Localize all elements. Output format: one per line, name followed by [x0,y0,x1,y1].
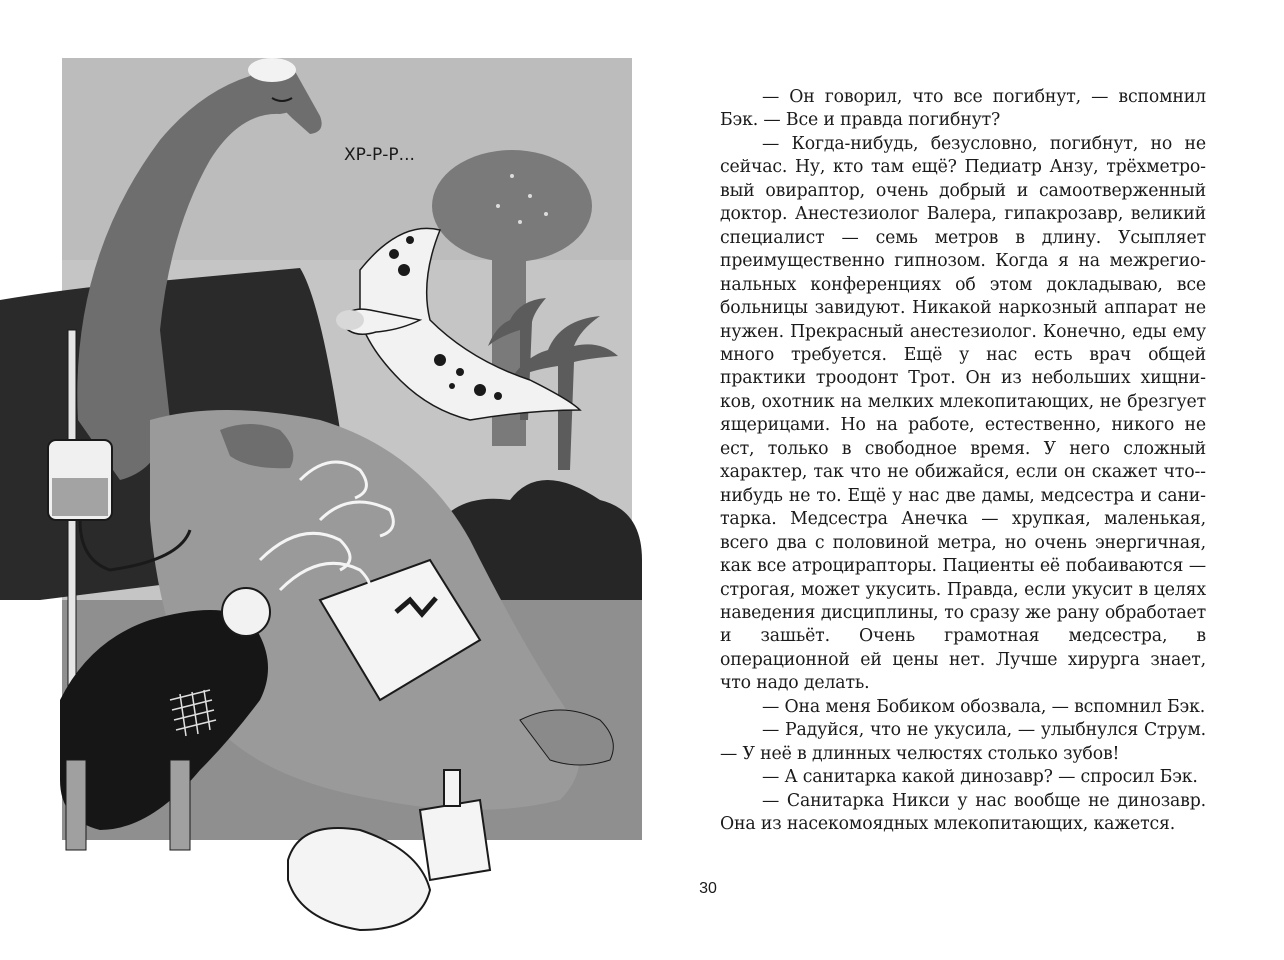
page-number: 30 [699,880,717,897]
text-page [720,86,1206,837]
paragraph: — Он говорил, что все погибнут, — вспомнил Бэк. — Все и правда погибнут? [720,87,1206,131]
paragraph: — Она меня Бобиком обозвала, — вспомнил Бэк. [762,696,1206,717]
paragraph: — Когда-нибудь, безусловно, погибнут, но не сейчас. Ну, кто там ещё? Педиатр Анзу, трёхметровый овираптор, очень добрый и самоотверженный доктор. Анестезиолог Валера, гипакрозавр, великий специалист — семь метров в длину. Усыпляет преимущественно гипнозом. Когда я на межрегиональных конференциях об этом докладываю, все больницы завидуют. Никакой наркозный аппарат не нужен. Прекрасный анестезиолог. Конечно, еды ему много требуется. Ещё у нас есть врач общей практики троодонт Трот. Он из небольших хищников, охотник на мелких млекопитающих, не брезгует ящерицами. Но на работе, естественно, никого не ест, только в свободное время. У него сложный характер, так что не обижайся, если он скажет что-нибудь не то. Ещё у нас две дамы, медсестра и санитарка. Медсестра Анечка — хрупкая, маленькая, всего два с половиной метра, но очень энергичная, как все атроцирапторы. Пациенты её побаиваются — строгая, может укусить. Правда, если укусит в целях наведения дисциплины, то сразу же рану обработает и зашьёт. Очень грамотная медсестра, в операционной ей цены нет. Лучше хирурга знает, что надо делать. [720,133,1206,694]
snore-sound-effect: ХР-Р-Р... [344,145,415,165]
paragraph: — Радуйся, что не укусила, — улыбнулся Струм. — У неё в длинных челюстях столько зубов! [720,720,1206,764]
paragraph: — А санитарка какой динозавр? — спросил Бэк. [762,767,1198,788]
paragraph: — Санитарка Никси у нас вообще не динозавр. Она из насекомоядных млекопитающих, кажется. [720,790,1206,835]
